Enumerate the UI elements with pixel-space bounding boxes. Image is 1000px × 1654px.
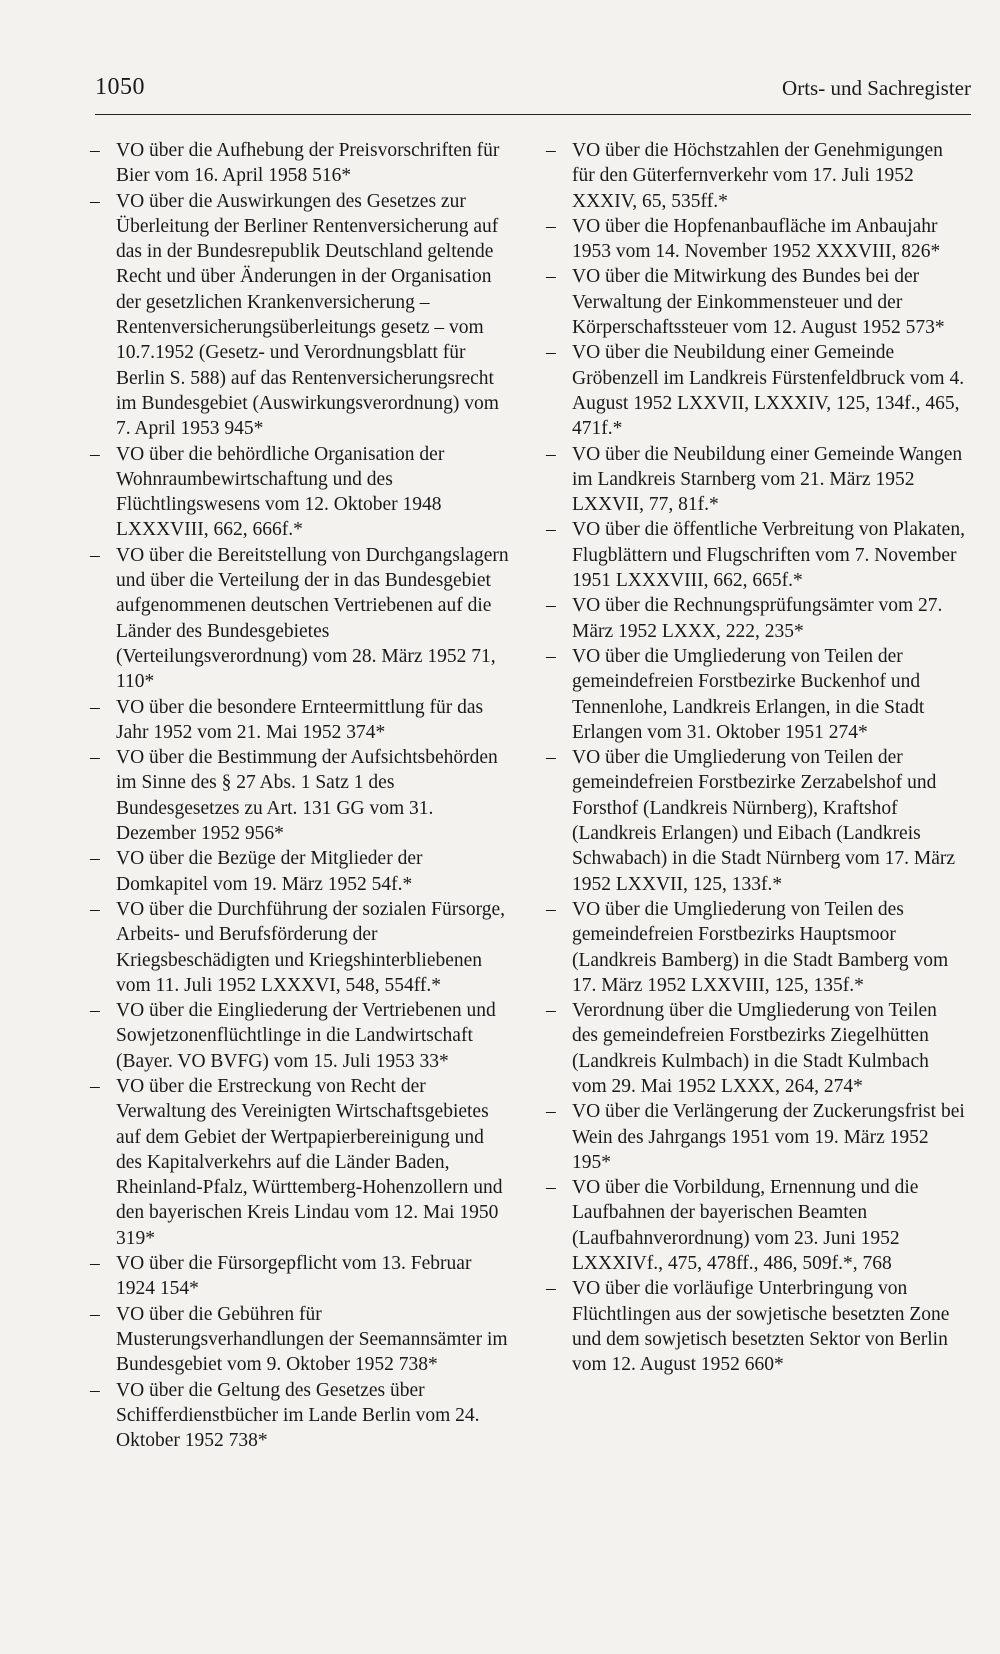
index-entry: – VO über die vorläufige Unterbringung von Flüchtlingen aus der sowjetische besetzten Zone und dem sowjetisch besetzten Sektor von Berlin vom 12. August 1952 660*	[546, 1278, 950, 1376]
entry-text: VO über die Auswirkungen des Gesetzes zur Überleitung der Berliner Rentenversicherung auf das in der Bundesrepublik Deutschland geltende Recht und über Änderungen in der Organisation der gesetzlichen Krankenversicherung – Rentenversicherungsüberleitungs gesetz – vom 10.7.1952 (Gesetz- und Verordnungsblatt für Berlin S. 588) auf das Rentenversicherungsrecht im Bundesgebiet (Auswirkungsverordnung) vom 7. April 1953 945*	[116, 190, 499, 440]
index-entry: – VO über die Vorbildung, Ernennung und die Laufbahnen der bayerischen Beamten (Laufbahnverordnung) vom 23. Juni 1952 LXXXIVf., 475, 478ff., 486, 509f.*, 768	[546, 1177, 919, 1275]
left-column	[90, 138, 510, 1453]
entry-text: VO über die Umgliederung von Teilen der gemeindefreien Forstbezirke Buckenhof und Tennenlohe, Landkreis Erlangen, in die Stadt Erlangen vom 31. Oktober 1951 274*	[572, 645, 925, 743]
entry-text: VO über die Rechnungsprüfungsämter vom 27. März 1952 LXXX, 222, 235*	[572, 595, 943, 642]
entry-text: VO über die Neubildung einer Gemeinde Gröbenzell im Landkreis Fürstenfeldbruck vom 4. August 1952 LXXVII, LXXXIV, 125, 134f., 465, 471f.*	[572, 342, 965, 440]
entry-text: VO über die Verlängerung der Zuckerungsfrist bei Wein des Jahrgangs 1951 vom 19. März 1952 195*	[572, 1101, 965, 1173]
index-entry: – VO über die Bezüge der Mitglieder der Domkapitel vom 19. März 1952 54f.*	[90, 848, 423, 895]
index-entry: – VO über die Verlängerung der Zuckerungsfrist bei Wein des Jahrgangs 1951 vom 19. März 1952 195*	[546, 1101, 965, 1173]
index-entry: – VO über die Erstreckung von Recht der Verwaltung des Vereinigten Wirtschaftsgebietes auf dem Gebiet der Wertpapierbereinigung und des Kapitalverkehrs auf die Länder Baden, Rheinland-Pfalz, Württemberg-Hohenzollern und den bayerischen Kreis Lindau vom 12. Mai 1950 319*	[90, 1075, 503, 1249]
index-entry: – VO über die Hopfenanbaufläche im Anbaujahr 1953 vom 14. November 1952 XXXVIII, 826*	[546, 215, 941, 263]
index-entry: – VO über die Neubildung einer Gemeinde Gröbenzell im Landkreis Fürstenfeldbruck vom 4. August 1952 LXXVII, LXXXIV, 125, 134f., 465, 471f.*	[546, 342, 965, 440]
entry-text: VO über die Umgliederung von Teilen des gemeindefreien Forstbezirks Hauptsmoor (Landkreis Bamberg) in die Stadt Bamberg vom 17. März 1952 LXXVIII, 125, 135f.*	[572, 898, 949, 996]
entry-text: VO über die Erstreckung von Recht der Verwaltung des Vereinigten Wirtschaftsgebietes auf dem Gebiet der Wertpapierbereinigung und des Kapitalverkehrs auf die Länder Baden, Rheinland-Pfalz, Württemberg-Hohenzollern und den bayerischen Kreis Lindau vom 12. Mai 1950 319*	[116, 1075, 503, 1249]
entry-text: VO über die Gebühren für Musterungsverhandlungen der Seemannsämter im Bundesgebiet vom 9. Oktober 1952 738*	[116, 1303, 508, 1376]
entry-text: VO über die Höchstzahlen der Genehmigungen für den Güterfernverkehr vom 17. Juli 1952 XXXIV, 65, 535ff.*	[572, 140, 943, 212]
entry-text: Verordnung über die Umgliederung von Teilen des gemeindefreien Forstbezirks Ziegelhütten (Landkreis Kulmbach) in die Stadt Kulmbach vom 29. Mai 1952 LXXX, 264, 274*	[572, 1000, 937, 1097]
entry-text: VO über die Hopfenanbaufläche im Anbaujahr 1953 vom 14. November 1952 XXXVIII, 826*	[572, 215, 941, 263]
index-entry: – VO über die Rechnungsprüfungsämter vom 27. März 1952 LXXX, 222, 235*	[546, 595, 943, 642]
entry-text: VO über die Fürsorgepflicht vom 13. Februar 1924 154*	[116, 1253, 472, 1300]
index-entry: – VO über die Höchstzahlen der Genehmigungen für den Güterfernverkehr vom 17. Juli 1952 XXXIV, 65, 535ff.*	[546, 140, 943, 212]
index-entry: – VO über die Geltung des Gesetzes über Schifferdienstbücher im Lande Berlin vom 24. Oktober 1952 738*	[90, 1379, 480, 1452]
index-entry: – VO über die Umgliederung von Teilen der gemeindefreien Forstbezirke Zerzabelshof und Forsthof (Landkreis Nürnberg), Kraftshof (Landkreis Erlangen) und Eibach (Landkreis Schwabach) in die Stadt Nürnberg vom 17. März 1952 LXXVII, 125, 133f.*	[546, 747, 956, 895]
entry-text: VO über die Durchführung der sozialen Fürsorge, Arbeits- und Berufsförderung der Kriegsbeschädigten und Kriegshinterbliebenen vom 11. Juli 1952 LXXXVI, 548, 554ff.*	[116, 898, 505, 996]
entry-text: VO über die Mitwirkung des Bundes bei der Verwaltung der Einkommensteuer und der Körperschaftssteuer vom 12. August 1952 573*	[572, 266, 945, 339]
index-entry: – VO über die Auswirkungen des Gesetzes zur Überleitung der Berliner Rentenversicherung auf das in der Bundesrepublik Deutschland geltende Recht und über Änderungen in der Organisation der gesetzlichen Krankenversicherung – Rentenversicherungsüberleitungs gesetz – vom 10.7.1952 (Gesetz- und Verordnungsblatt für Berlin S. 588) auf das Rentenversicherungsrecht im Bundesgebiet (Auswirkungsverordnung) vom 7. April 1953 945*	[90, 190, 499, 440]
index-entry: – VO über die behördliche Organisation der Wohnraumbewirtschaftung und des Flüchtlingswesens vom 12. Oktober 1948 LXXXVIII, 662, 666f.*	[90, 443, 445, 541]
index-entry: – VO über die Bestimmung der Aufsichtsbehörden im Sinne des § 27 Abs. 1 Satz 1 des Bundesgesetzes zu Art. 131 GG vom 31. Dezember 1952 956*	[90, 747, 498, 845]
index-entry: – Verordnung über die Umgliederung von Teilen des gemeindefreien Forstbezirks Ziegelhütten (Landkreis Kulmbach) in die Stadt Kulmbach vom 29. Mai 1952 LXXX, 264, 274*	[546, 1000, 937, 1097]
entry-text: VO über die vorläufige Unterbringung von Flüchtlingen aus der sowjetische besetzten Zone und dem sowjetisch besetzten Sektor von Berlin vom 12. August 1952 660*	[572, 1278, 950, 1376]
page-header	[95, 74, 971, 115]
entry-text: VO über die Umgliederung von Teilen der gemeindefreien Forstbezirke Zerzabelshof und Forsthof (Landkreis Nürnberg), Kraftshof (Landkreis Erlangen) und Eibach (Landkreis Schwabach) in die Stadt Nürnberg vom 17. März 1952 LXXVII, 125, 133f.*	[572, 747, 956, 895]
entry-text: VO über die Eingliederung der Vertriebenen und Sowjetzonenflüchtlinge in die Landwirtschaft (Bayer. VO BVFG) vom 15. Juli 1953 33*	[116, 1000, 496, 1072]
entry-text: VO über die Vorbildung, Ernennung und die Laufbahnen der bayerischen Beamten (Laufbahnverordnung) vom 23. Juni 1952 LXXXIVf., 475, 478ff., 486, 509f.*, 768	[572, 1177, 919, 1275]
index-entry: – VO über die Umgliederung von Teilen der gemeindefreien Forstbezirke Buckenhof und Tennenlohe, Landkreis Erlangen, in die Stadt Erlangen vom 31. Oktober 1951 274*	[546, 645, 925, 743]
index-entry: – VO über die besondere Ernteermittlung für das Jahr 1952 vom 21. Mai 1952 374*	[90, 696, 484, 743]
entry-text: VO über die Geltung des Gesetzes über Schifferdienstbücher im Lande Berlin vom 24. Oktober 1952 738*	[116, 1379, 480, 1452]
section-title: Orts- und Sachregister	[782, 76, 971, 100]
entry-text: VO über die Bezüge der Mitglieder der Domkapitel vom 19. März 1952 54f.*	[116, 848, 423, 895]
index-entry: – VO über die Umgliederung von Teilen des gemeindefreien Forstbezirks Hauptsmoor (Landkreis Bamberg) in die Stadt Bamberg vom 17. März 1952 LXXVIII, 125, 135f.*	[546, 898, 949, 996]
index-entry: – VO über die Neubildung einer Gemeinde Wangen im Landkreis Starnberg vom 21. März 1952 LXXVII, 77, 81f.*	[546, 443, 963, 516]
entry-text: VO über die Aufhebung der Preisvorschriften für Bier vom 16. April 1958 516*	[116, 140, 500, 187]
index-entry: – VO über die Durchführung der sozialen Fürsorge, Arbeits- und Berufsförderung der Kriegsbeschädigten und Kriegshinterbliebenen vom 11. Juli 1952 LXXXVI, 548, 554ff.*	[90, 898, 505, 996]
entry-text: VO über die behördliche Organisation der Wohnraumbewirtschaftung und des Flüchtlingswesens vom 12. Oktober 1948 LXXXVIII, 662, 666f.*	[116, 443, 445, 541]
entry-text: VO über die Bereitstellung von Durchgangslagern und über die Verteilung der in das Bundesgebiet aufgenommenen deutschen Vertriebenen auf die Länder des Bundesgebietes (Verteilungsverordnung) vom 28. März 1952 71, 110*	[116, 544, 509, 693]
index-entry: – VO über die öffentliche Verbreitung von Plakaten, Flugblättern und Flugschriften vom 7. November 1951 LXXXVIII, 662, 665f.*	[546, 519, 965, 592]
index-entry: – VO über die Aufhebung der Preisvorschriften für Bier vom 16. April 1958 516*	[90, 140, 500, 187]
entry-text: VO über die besondere Ernteermittlung für das Jahr 1952 vom 21. Mai 1952 374*	[116, 696, 484, 743]
right-column	[546, 138, 966, 1378]
entry-text: VO über die Bestimmung der Aufsichtsbehörden im Sinne des § 27 Abs. 1 Satz 1 des Bundesgesetzes zu Art. 131 GG vom 31. Dezember 1952 956*	[116, 747, 498, 845]
entry-text: VO über die öffentliche Verbreitung von Plakaten, Flugblättern und Flugschriften vom 7. November 1951 LXXXVIII, 662, 665f.*	[572, 519, 965, 592]
index-entry: – VO über die Fürsorgepflicht vom 13. Februar 1924 154*	[90, 1253, 472, 1300]
page-number: 1050	[95, 74, 145, 100]
index-entry: – VO über die Gebühren für Musterungsverhandlungen der Seemannsämter im Bundesgebiet vom 9. Oktober 1952 738*	[90, 1303, 508, 1376]
entry-text: VO über die Neubildung einer Gemeinde Wangen im Landkreis Starnberg vom 21. März 1952 LXXVII, 77, 81f.*	[572, 443, 963, 516]
index-entry: – VO über die Mitwirkung des Bundes bei der Verwaltung der Einkommensteuer und der Körperschaftssteuer vom 12. August 1952 573*	[546, 266, 945, 339]
index-entry: – VO über die Eingliederung der Vertriebenen und Sowjetzonenflüchtlinge in die Landwirtschaft (Bayer. VO BVFG) vom 15. Juli 1953 33*	[90, 1000, 496, 1072]
index-entry: – VO über die Bereitstellung von Durchgangslagern und über die Verteilung der in das Bundesgebiet aufgenommenen deutschen Vertriebenen auf die Länder des Bundesgebietes (Verteilungsverordnung) vom 28. März 1952 71, 110*	[90, 544, 509, 693]
